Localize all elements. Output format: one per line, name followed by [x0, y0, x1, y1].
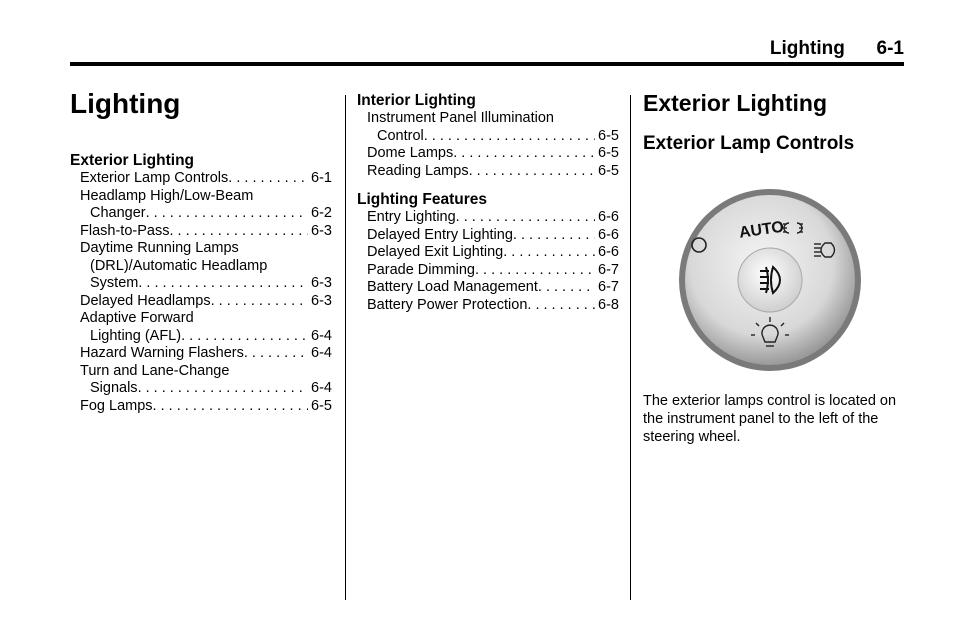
- toc-item[interactable]: [357, 227, 619, 245]
- toc-leader-dots: [228, 170, 308, 188]
- toc-item[interactable]: [357, 163, 619, 181]
- toc-item-page: 6-3: [311, 275, 332, 291]
- toc-leader-dots: [456, 209, 595, 227]
- toc-item-line: Daytime Running Lamps: [80, 240, 239, 256]
- toc-item[interactable]: [357, 262, 619, 280]
- header-section: Lighting: [769, 38, 845, 59]
- toc-item-label: Delayed Exit Lighting: [367, 244, 504, 260]
- toc-item-page: 6-1: [311, 170, 332, 186]
- toc-item-page: 6-3: [311, 292, 332, 309]
- toc-item[interactable]: [70, 240, 332, 293]
- toc-item-row: [70, 205, 332, 223]
- toc-item-row: [357, 227, 619, 245]
- header-rule: [70, 62, 904, 66]
- toc-item-label: Delayed Headlamps: [80, 292, 211, 309]
- toc-item[interactable]: [70, 310, 332, 345]
- toc-item[interactable]: [70, 170, 332, 188]
- toc-item-page: 6-5: [598, 127, 619, 144]
- toc-item-label: Delayed Entry Lighting: [367, 226, 513, 243]
- toc-item-label: Changer: [90, 205, 146, 221]
- chapter-title: Lighting: [70, 88, 181, 119]
- toc-item[interactable]: [357, 244, 619, 262]
- toc-item-row: [357, 262, 619, 280]
- toc-item[interactable]: [70, 345, 332, 363]
- toc-entries-features: [357, 209, 619, 314]
- toc-item-label: Entry Lighting: [367, 209, 456, 225]
- toc-leader-dots: [453, 145, 595, 163]
- exterior-lamp-control-dial: [677, 187, 863, 373]
- toc-item-page: 6-4: [311, 327, 332, 344]
- toc-item[interactable]: [357, 279, 619, 297]
- toc-item-row: [357, 163, 619, 181]
- toc-item-row: [357, 145, 619, 163]
- toc-item-page: 6-2: [311, 205, 332, 221]
- toc-item-label: Hazard Warning Flashers: [80, 345, 244, 361]
- toc-item[interactable]: [357, 110, 619, 145]
- toc-item-line: Turn and Lane-Change: [80, 362, 230, 379]
- toc-item-page: 6-5: [311, 397, 332, 414]
- toc-leader-dots: [475, 262, 595, 280]
- toc-item[interactable]: [70, 188, 332, 223]
- toc-item-line: Instrument Panel Illumination: [367, 110, 554, 126]
- toc-item-row: [70, 328, 332, 346]
- column-divider-right: [630, 95, 631, 600]
- toc-item-row: [70, 293, 332, 311]
- toc-heading-interior: Interior Lighting: [357, 92, 476, 109]
- toc-item-page: 6-4: [311, 380, 332, 396]
- toc-item-label: Dome Lamps: [367, 145, 454, 161]
- toc-entries-exterior: [70, 170, 332, 415]
- toc-item-row: [357, 128, 619, 146]
- toc-item-label: Signals: [90, 380, 138, 396]
- toc-leader-dots: [538, 279, 595, 297]
- toc-item[interactable]: [70, 363, 332, 398]
- toc-item[interactable]: [357, 297, 619, 315]
- toc-item-row: [70, 170, 332, 188]
- toc-item-row: [70, 275, 332, 293]
- toc-leader-dots: [138, 275, 308, 293]
- toc-item-page: 6-5: [598, 162, 619, 179]
- toc-item[interactable]: [70, 293, 332, 311]
- toc-leader-dots: [181, 328, 308, 346]
- toc-item-page: 6-5: [598, 145, 619, 161]
- toc-item-page: 6-6: [598, 226, 619, 243]
- toc-leader-dots: [211, 293, 308, 311]
- toc-item-row: [357, 279, 619, 297]
- toc-item-label: Control: [377, 127, 424, 144]
- toc-heading-features: Lighting Features: [357, 191, 488, 208]
- toc-heading-exterior: Exterior Lighting: [70, 152, 194, 169]
- toc-item-page: 6-4: [311, 345, 332, 361]
- toc-leader-dots: [244, 345, 308, 363]
- toc-item-label: Battery Load Management: [367, 279, 538, 295]
- toc-item-line: Headlamp High/Low-Beam: [80, 187, 254, 204]
- toc-item-label: Reading Lamps: [367, 162, 469, 179]
- toc-item-row: [357, 297, 619, 315]
- body-paragraph: The exterior lamps control is located on the instrument panel to the left of the steering wheel.: [643, 393, 897, 445]
- toc-leader-dots: [527, 297, 595, 315]
- toc-entries-interior: [357, 110, 619, 180]
- toc-item-label: Exterior Lamp Controls: [80, 170, 229, 186]
- column-divider-left: [345, 95, 346, 600]
- running-header: [770, 38, 904, 60]
- toc-leader-dots: [169, 223, 308, 241]
- section-title: Exterior Lighting: [643, 90, 827, 116]
- toc-item-label: Lighting (AFL): [90, 327, 182, 344]
- toc-item-line: (DRL)/Automatic Headlamp: [90, 257, 268, 274]
- toc-leader-dots: [513, 227, 595, 245]
- toc-item-page: 6-6: [598, 244, 619, 260]
- toc-item-label: Fog Lamps: [80, 397, 153, 414]
- toc-item-row: [70, 380, 332, 398]
- toc-item-row: [70, 345, 332, 363]
- subsection-title: Exterior Lamp Controls: [643, 133, 855, 154]
- toc-item-label: Flash-to-Pass: [80, 222, 170, 239]
- toc-exterior: [70, 151, 332, 415]
- toc-item-page: 6-6: [598, 209, 619, 225]
- header-page-number: 6-1: [876, 38, 904, 59]
- toc-item[interactable]: [357, 145, 619, 163]
- toc-leader-dots: [146, 205, 308, 223]
- toc-item-page: 6-7: [598, 261, 619, 278]
- toc-item-row: [70, 223, 332, 241]
- toc-item[interactable]: [70, 398, 332, 416]
- toc-leader-dots: [469, 163, 595, 181]
- toc-leader-dots: [138, 380, 308, 398]
- toc-item-page: 6-8: [598, 296, 619, 313]
- toc-item[interactable]: [70, 223, 332, 241]
- toc-item-label: System: [90, 275, 139, 291]
- toc-item-page: 6-7: [598, 279, 619, 295]
- toc-leader-dots: [424, 128, 595, 146]
- toc-item-label: Battery Power Protection: [367, 296, 528, 313]
- toc-item[interactable]: [357, 209, 619, 227]
- toc-leader-dots: [503, 244, 595, 262]
- toc-item-row: [70, 398, 332, 416]
- toc-spacer: [357, 180, 619, 190]
- toc-item-row: [357, 209, 619, 227]
- toc-item-page: 6-3: [311, 222, 332, 239]
- toc-item-label: Parade Dimming: [367, 261, 475, 278]
- auto-position-label: AUTO: [738, 218, 785, 242]
- toc-leader-dots: [153, 398, 308, 416]
- toc-interior-and-features: [357, 91, 619, 314]
- toc-item-line: Adaptive Forward: [80, 310, 194, 326]
- toc-item-row: [357, 244, 619, 262]
